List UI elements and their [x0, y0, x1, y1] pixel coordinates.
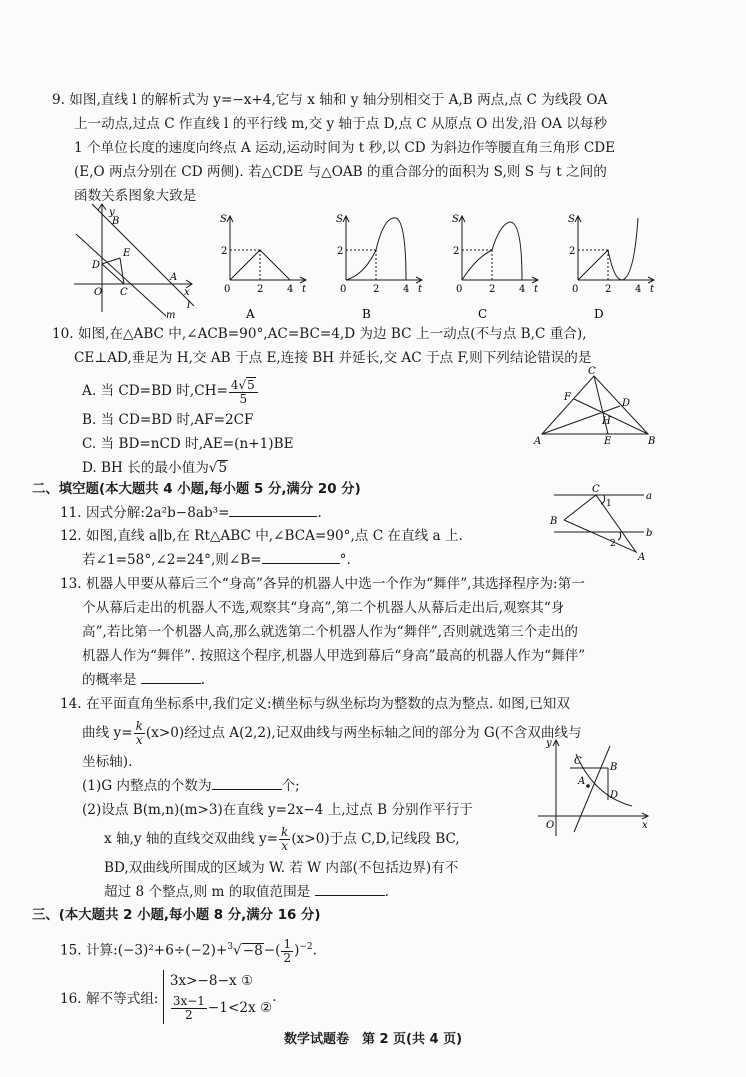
q9-fig-y: y [109, 207, 115, 218]
q14-fig-y: y [546, 738, 552, 749]
q15-pre: 15. 计算:(−3)²+6÷(−2)+ [60, 942, 228, 959]
q14-part-1 [82, 776, 300, 796]
q9-fig-D: D [92, 260, 101, 271]
graph-c-x2: 2 [489, 284, 496, 295]
q12-answer-blank[interactable] [262, 563, 340, 564]
q10-figure [532, 364, 662, 446]
q13-line-5 [82, 670, 205, 690]
q14-line-2-post: (x>0)经过点 A(2,2),记双曲线与两坐标轴之间的部分为 G(不含双曲线与 [145, 725, 582, 741]
q14-line-3: 坐标轴). [82, 754, 133, 770]
q16-eq-2 [170, 992, 272, 1024]
q16-eq-2-den: 2 [185, 1008, 193, 1022]
q15-frac-num: 1 [283, 936, 292, 951]
section-2-heading: 二、填空题(本大题共 4 小题,每小题 5 分,满分 20 分) [32, 482, 361, 497]
q12-line-2 [82, 550, 351, 570]
graph-d-t: t [650, 284, 655, 295]
option-a-label: A [246, 307, 255, 321]
graph-c-2: 2 [453, 246, 460, 257]
q11-text: 11. 因式分解:2a²b−8ab³= [60, 505, 230, 521]
q11-answer-blank[interactable] [229, 516, 317, 517]
q15-post: ) [294, 942, 300, 959]
q16-label: 16. 解不等式组: [60, 991, 159, 1007]
q10-option-c: C. 当 BD=nCD 时,AE=(n+1)BE [82, 436, 294, 452]
q10-option-a-radicand: 5 [247, 378, 255, 392]
q9-graphs [218, 210, 718, 325]
q9-line-2: 上一动点,过点 C 作直线 l 的平行线 m,交 y 轴于点 D,点 C 从原点 O 出发,沿 OA 以每秒 [74, 116, 608, 132]
q14-part-2-pre: x 轴,y 轴的直线交双曲线 y= [104, 831, 279, 847]
q15-mid: −( [263, 942, 281, 959]
graph-d-x2: 2 [605, 284, 612, 295]
graph-c-0: 0 [456, 284, 463, 295]
section-3-heading: 三、(本大题共 2 小题,每小题 8 分,满分 16 分) [32, 908, 321, 923]
q14-fig-D: D [610, 790, 619, 801]
q9-fig-C: C [120, 287, 128, 298]
q10-fig-H: H [602, 416, 611, 427]
q14-fig-O: O [546, 820, 555, 831]
q13-line-3: 高”,若比第一个机器人高,那么就选第二个机器人作为“舞伴”,否则就选第三个走出的 [82, 624, 578, 640]
graph-b-x2: 2 [373, 284, 380, 295]
option-d-label: D [594, 307, 604, 321]
q12-fig-a: a [646, 491, 652, 502]
graph-d-S: S [568, 214, 575, 225]
q9-fig-B: B [112, 216, 120, 227]
q9-line-5: 函数关系图象大致是 [74, 188, 197, 204]
q13-line-4: 机器人作为“舞伴”. 按照这个程序,机器人甲选到幕后“身高”最高的机器人作为“舞伴” [82, 648, 586, 664]
q10-option-b: B. 当 CD=BD 时,AF=2CF [82, 412, 254, 428]
q10-fig-A: A [534, 436, 542, 446]
q14-x: x [135, 733, 143, 747]
graph-b-S: S [336, 214, 343, 225]
q13-end: . [200, 672, 206, 688]
q12-fig-1: 1 [606, 499, 612, 509]
q9-fig-x: x [184, 287, 190, 298]
q14-fig-C: C [574, 756, 582, 767]
q10-option-d: D. BH 长的最小值为√5 [82, 460, 228, 476]
q14-part-2-text: 超过 8 个整点,则 m 的取值范围是 [104, 884, 311, 900]
q14-fig-x: x [642, 820, 648, 831]
graph-c-t: t [534, 284, 539, 295]
q9-fig-A: A [170, 272, 178, 283]
q10-fig-D: D [622, 398, 631, 409]
q14-part-2-x: x [281, 839, 289, 853]
q14-part-2-k: k [281, 825, 289, 839]
q15-exponent: −2 [299, 942, 313, 952]
graph-d-0: 0 [572, 284, 579, 295]
q16-end: . [272, 989, 277, 1005]
q12-line-1: 12. 如图,直线 a∥b,在 Rt△ABC 中,∠BCA=90°,点 C 在直线 a 上. [60, 528, 463, 544]
q15: 15. 计算:(−3)²+6÷(−2)+$^3$√−8−( $\frac{1}{2}$ )$^{-2}$. [60, 936, 317, 965]
option-b-label: B [362, 307, 371, 321]
q14-part-1-text: (1)G 内整点的个数为 [82, 778, 212, 794]
graph-b-t: t [418, 284, 423, 295]
q13-text: 的概率是 [82, 672, 137, 688]
q12-fig-b: b [646, 528, 653, 539]
q14-point-A [586, 784, 590, 788]
q10-option-d-text: D. BH 长的最小值为 [82, 460, 209, 476]
q14-line-1: 14. 在平面直角坐标系中,我们定义:横坐标与纵坐标均为整数的点为整点. 如图,已知双 [60, 696, 570, 712]
q10-fig-E: E [604, 436, 612, 446]
q9-line-1: 9. 如图,直线 l 的解析式为 y=−x+4,它与 x 轴和 y 轴分别相交于 A,B 两点,点 C 为线段 OA [52, 92, 608, 108]
q15-end: . [312, 942, 317, 959]
graph-b-2: 2 [337, 246, 344, 257]
q15-fraction [281, 938, 293, 965]
graph-a-t: t [302, 284, 307, 295]
q15-frac-den: 2 [283, 950, 292, 965]
q9-fig-O: O [94, 287, 103, 298]
q10-fig-C: C [588, 366, 596, 377]
q9-figure [70, 200, 200, 320]
q12-end: °. [339, 552, 351, 568]
q9-line-3: 1 个单位长度的速度向终点 A 运动,运动时间为 t 秒,以 CD 为斜边作等腰直角三角形 CDE [74, 140, 616, 156]
q9-line-4: (E,O 两点分别在 CD 两侧). 若△CDE 与△OAB 的重合部分的面积为 S,则 S 与 t 之间的 [74, 164, 607, 180]
q16-eq-2-num: 3x−1 [172, 994, 205, 1008]
q10-option-a-fraction: $\frac{4√5}{5}$ [229, 377, 258, 406]
q13-line-1: 13. 机器人甲要从幕后三个“身高”各异的机器人中选一个作为“舞伴”,其选择程序为:第一 [60, 576, 585, 592]
q12-fig-B: B [550, 516, 558, 527]
q16-eq-2-post: −1<2x ② [207, 1000, 273, 1016]
q10-fig-F: F [564, 392, 571, 403]
graph-a-S: S [220, 214, 227, 225]
graph-d-x4: 4 [635, 284, 642, 295]
graph-a-x4: 4 [287, 284, 294, 295]
q14-part-2-line-1: (2)设点 B(m,n)(m>3)在直线 y=2x−4 上,过点 B 分别作平行于 [82, 802, 474, 818]
q10-fig-B: B [648, 436, 656, 446]
q10-option-a-den: 5 [239, 392, 248, 406]
q16-eq-1: 3x>−8−x ① [169, 973, 254, 989]
graph-c-S: S [452, 214, 459, 225]
q13-line-2: 个从幕后走出的机器人不选,观察其“身高”,第二个机器人从幕后走出后,观察其“身 [82, 600, 565, 616]
graph-a-0: 0 [224, 284, 231, 295]
q10-line-1: 10. 如图,在△ABC 中,∠ACB=90°,AC=BC=4,D 为边 BC 上一动点(不与点 B,C 重合), [52, 326, 587, 342]
option-c-label: C [478, 307, 488, 321]
q14-fig-A: A [578, 776, 586, 787]
q14-part-2-line-2 [104, 824, 460, 854]
q9-fig-E: E [123, 248, 131, 259]
q14-figure [536, 736, 654, 840]
q12-fig-C: C [592, 484, 600, 495]
q15-root-index: 3 [227, 942, 234, 952]
q14-k: k [135, 719, 143, 733]
q10-option-a-text: A. 当 CD=BD 时,CH= [82, 383, 228, 399]
graph-b-x4: 4 [403, 284, 410, 295]
q9-fig-l: l [187, 300, 191, 311]
graph-c-x4: 4 [519, 284, 526, 295]
q16-system [163, 970, 272, 1024]
q12-fig-2: 2 [610, 539, 616, 549]
q14-line-2-pre: 曲线 y= [82, 725, 133, 741]
q14-line-2 [82, 718, 582, 748]
q11 [60, 503, 322, 523]
q14-part-2-line-3: BD,双曲线所围成的区域为 W. 若 W 内部(不包括边界)有不 [104, 860, 459, 876]
q10-line-2: CE⊥AD,垂足为 H,交 AB 于点 E,连接 BH 并延长,交 AC 于点 F,则下列结论错误的是 [74, 350, 592, 366]
q12-figure [540, 480, 658, 564]
q14-fig-B: B [610, 762, 618, 773]
q15-radicand: −8 [242, 942, 263, 959]
q12-fig-A: A [638, 552, 646, 563]
q14-part-2-line-4 [104, 882, 389, 902]
q10-option-a-num: 4 [230, 378, 239, 392]
q14-part-2-post: (x>0)于点 C,D,记线段 BC, [291, 831, 460, 847]
q12-text: 若∠1=58°,∠2=24°,则∠B= [82, 552, 262, 568]
q11-end: . [317, 505, 322, 521]
q16-eq-2-fraction [171, 995, 207, 1022]
q9-fig-m: m [166, 310, 176, 320]
graph-a-2: 2 [221, 246, 228, 257]
q16 [60, 970, 277, 1024]
q13-answer-blank[interactable] [141, 683, 201, 684]
q10-option-d-radicand: 5 [218, 460, 228, 476]
q14-part-2-blank[interactable] [315, 895, 385, 896]
q14-part-2-end: . [384, 884, 389, 900]
graph-b-0: 0 [340, 284, 347, 295]
q10-option-a [82, 376, 259, 406]
graph-a-x2: 2 [257, 284, 264, 295]
q14-hyperbola-fraction [134, 720, 145, 747]
q14-part-2-fraction [279, 826, 290, 853]
graph-d-2: 2 [569, 246, 576, 257]
page-footer: 数学试题卷 第 2 页(共 4 页) [283, 1032, 463, 1047]
q14-part-1-end: 个; [281, 778, 300, 794]
q14-part-1-blank[interactable] [212, 789, 282, 790]
